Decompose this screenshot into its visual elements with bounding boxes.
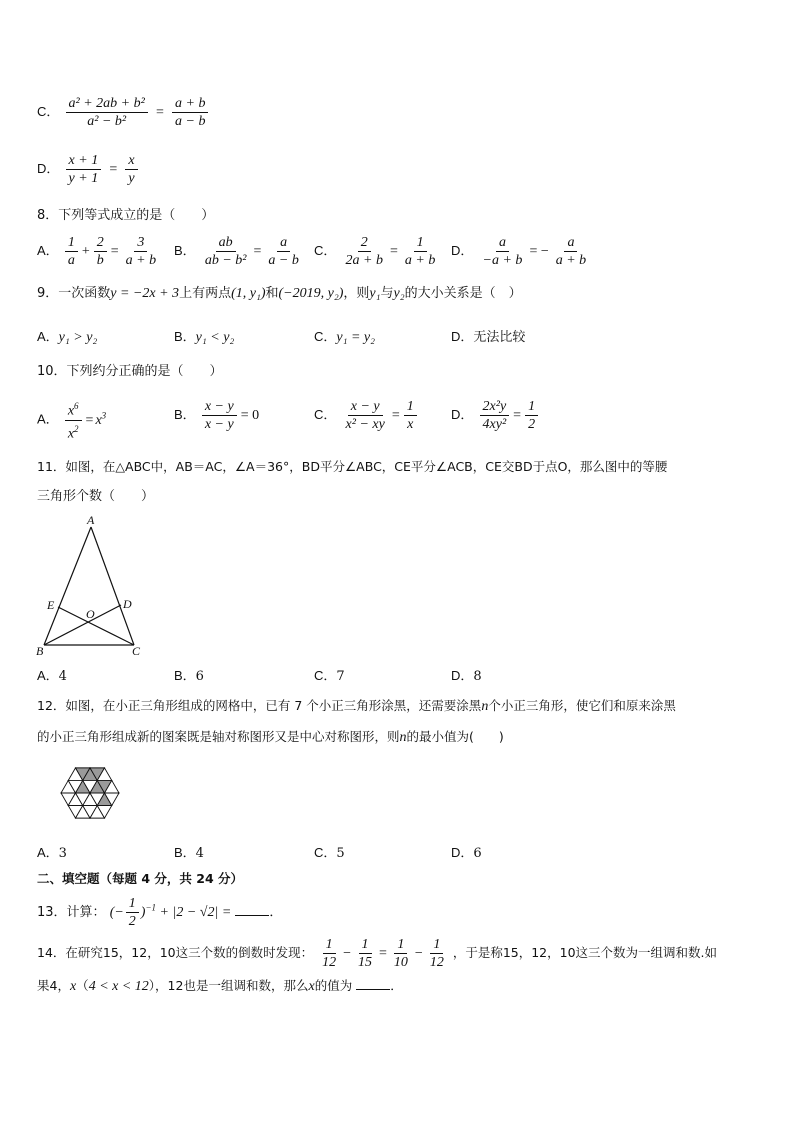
q11-triangle-figure (34, 512, 154, 658)
q9-option-a[interactable]: A．y₁ > y₂ (37, 329, 98, 345)
answer-blank[interactable] (235, 903, 269, 916)
q12-option-b[interactable]: B．4 (174, 845, 204, 861)
q12-stem-line1: 12．如图，在小正三角形组成的网格中，已有 7 个小正三角形涂黑，还需要涂黑n个小正三角形，使它们和原来涂黑 (37, 698, 676, 714)
q8-options (37, 234, 777, 274)
option-label: D． (451, 243, 474, 258)
option-label: D． (37, 161, 60, 176)
denominator: y (128, 171, 135, 186)
option-d-row (37, 152, 140, 187)
q10-option-b[interactable]: B． $\frac{x - y}{x - y}$ = 0 (174, 399, 260, 432)
q8-option-b[interactable]: B． $\frac{ab}{\text{ab − b²}}$ = $\frac{a}{a - b}$ (174, 235, 299, 268)
q9-options (37, 326, 777, 348)
option-label: C． (37, 104, 60, 119)
fraction (66, 95, 148, 130)
fraction (172, 95, 208, 130)
q8-stem: 8．下列等式成立的是（ ） (37, 208, 215, 223)
label-c: C (132, 644, 141, 658)
q10-option-a[interactable]: A． $\frac{x^6}{x^2}$ = $x^3$ (37, 398, 106, 442)
q9-option-b[interactable]: B．y₁ < y₂ (174, 329, 235, 345)
option-label: C． (314, 243, 337, 258)
label-o: O (86, 607, 95, 621)
q12-options (37, 842, 777, 862)
q10-option-c[interactable]: C． $\frac{x - y}{\text{x² − xy}}$ = $\frac{1}{x}$ (314, 398, 419, 433)
q8-option-d[interactable]: D． $\frac{a}{-a + b}$ = − $\frac{a}{a + b}$ (451, 235, 587, 268)
label-d: D (123, 597, 132, 611)
q12-option-c[interactable]: C．5 (314, 845, 345, 861)
q12-hexagon-grid-figure (50, 756, 130, 830)
q12-option-d[interactable]: D．6 (451, 845, 482, 861)
label-e: E (47, 598, 55, 612)
denominator: a² − b² (87, 114, 127, 129)
fraction (66, 152, 102, 187)
section-2-title: 二、填空题（每题 4 分，共 24 分） (37, 871, 244, 886)
q12-stem-line2: 的小正三角形组成新的图案既是轴对称图形又是中心对称图形，则n的最小值为( ) (37, 729, 504, 745)
denominator: a − b (175, 114, 206, 129)
label-a: A (87, 513, 95, 527)
numerator: a² + 2ab + b² (66, 95, 148, 113)
q11-options (37, 665, 777, 685)
q11-stem-line1: 11．如图，在△ABC中，AB＝AC，∠A＝36°，BD平分∠ABC，CE平分∠ACB，CE交BD于点O，那么图中的等腰 (37, 459, 668, 474)
label-b: B (36, 644, 44, 658)
denominator: y + 1 (68, 171, 99, 186)
q9-option-d[interactable]: D．无法比较 (451, 329, 526, 345)
q12-option-a[interactable]: A．3 (37, 845, 67, 861)
fraction (125, 152, 137, 187)
option-label: B． (174, 243, 196, 258)
q14-line1: 14．在研究15，12，10这三个数的倒数时发现： $\frac{1}{12}$ − $\frac{1}{15}$ = $\frac{1}{10}$ − $\frac{1}{12}$ ，于是称15，12，10这三个数为一组调和数.如 (37, 937, 718, 970)
option-label: A． (37, 243, 59, 258)
q11-option-b[interactable]: B．6 (174, 668, 204, 684)
q8-option-c[interactable]: C． $\frac{2}{2a + b}$ = $\frac{1}{a + b}$ (314, 235, 436, 268)
q11-stem-line2: 三角形个数（ ） (37, 489, 155, 504)
q11-option-d[interactable]: D．8 (451, 668, 482, 684)
numerator: x + 1 (66, 152, 102, 170)
q11-option-a[interactable]: A．4 (37, 668, 67, 684)
q14-line2: 果4，x（4 < x < 12），12也是一组调和数，那么x的值为 ． (37, 978, 403, 994)
q11-option-c[interactable]: C．7 (314, 668, 345, 684)
q9-option-c[interactable]: C．y₁ = y₂ (314, 329, 375, 345)
equals-sign: = (155, 105, 164, 120)
numerator: a + b (172, 95, 208, 113)
q13-row: 13．计算： (− $\frac{1}{2}$ )$^{-1}$ + |2 − √2| = ． (37, 896, 283, 929)
option-c-row (37, 95, 210, 130)
q10-stem: 10．下列约分正确的是（ ） (37, 364, 223, 379)
q9-stem: 9．一次函数y = −2x + 3上有两点(1, y₁)和(−2019, y₂)，则y₁与y₂的大小关系是（ ） (37, 286, 522, 301)
equals-sign: = (109, 162, 118, 177)
numerator: x (125, 152, 137, 170)
q8-option-a[interactable]: A． $\frac{1}{a}$ + $\frac{2}{b}$ = $\frac{3}{a + b}$ (37, 235, 157, 268)
answer-blank[interactable] (356, 977, 390, 990)
q10-option-d[interactable]: D． $\frac{\text{2x²y}}{\text{4xy²}}$ = $\frac{1}{2}$ (451, 398, 540, 433)
q10-options (37, 398, 777, 440)
